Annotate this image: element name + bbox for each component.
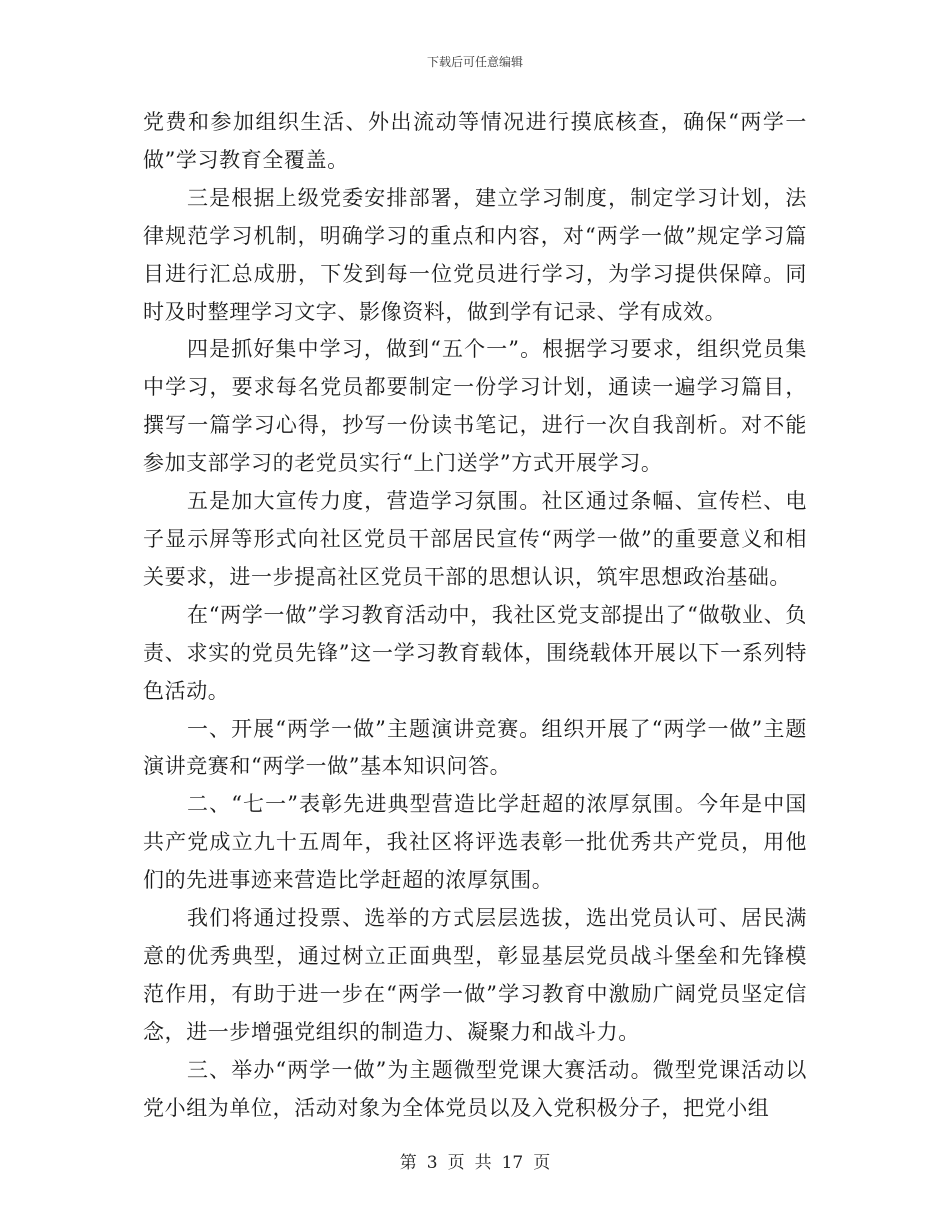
page-header-note: 下载后可任意编辑	[426, 55, 523, 69]
footer-total-word: 共	[474, 1153, 492, 1173]
paragraph-7: 二、“七一”表彰先进典型营造比学赶超的浓厚氛围。今年是中国共产党成立九十五周年，我社区将评选表彰一批优秀共产党员，用他们的先进事迹来营造比学赶超的浓厚氛围。	[143, 792, 807, 893]
paragraph-5: 在“两学一做”学习教育活动中，我社区党支部提出了“做敬业、负责、求实的党员先锋”这一学习教育载体，围绕载体开展以下一系列特色活动。	[143, 602, 807, 703]
paragraph-9: 三、举办“两学一做”为主题微型党课大赛活动。微型党课活动以党小组为单位，活动对象为全体党员以及入党积极分子，把党小组	[143, 1057, 807, 1120]
paragraph-8: 我们将通过投票、选举的方式层层选拔，选出党员认可、居民满意的优秀典型，通过树立正面典型，彰显基层党员战斗堡垒和先锋模范作用，有助于进一步在“两学一做”学习教育中激励广阔党员坚定信念，进一步增强党组织的制造力、凝聚力和战斗力。	[143, 906, 807, 1044]
footer-prefix: 第	[399, 1153, 417, 1173]
paragraph-3: 四是抓好集中学习，做到“五个一”。根据学习要求，组织党员集中学习，要求每名党员都要制定一份学习计划，通读一遍学习篇目，撰写一篇学习心得，抄写一份读书笔记，进行一次自我剖析。对不能参加支部学习的老党员实行“上门送学”方式开展学习。	[143, 337, 807, 476]
paragraph-2: 三是根据上级党委安排部署，建立学习制度，制定学习计划，法律规范学习机制，明确学习的重点和内容，对“两学一做”规定学习篇目进行汇总成册，下发到每一位党员进行学习，为学习提供保障。同时及时整理学习文字、影像资料，做到学有记录、学有成效。	[143, 185, 807, 324]
footer-current-page: 3	[426, 1153, 438, 1173]
footer-total-pages: 17	[501, 1153, 524, 1173]
paragraph-6: 一、开展“两学一做”主题演讲竞赛。组织开展了“两学一做”主题演讲竞赛和“两学一做”基本知识问答。	[143, 716, 807, 779]
paragraph-4: 五是加大宣传力度，营造学习氛围。社区通过条幅、宣传栏、电子显示屏等形式向社区党员干部居民宣传“两学一做”的重要意义和相关要求，进一步提高社区党员干部的思想认识，筑牢思想政治基础。	[143, 489, 807, 589]
document-body	[143, 104, 807, 1127]
page-number-footer	[0, 1152, 950, 1174]
footer-suffix: 页	[533, 1153, 551, 1173]
footer-page-word: 页	[447, 1153, 465, 1173]
paragraph-1: 党费和参加组织生活、外出流动等情况进行摸底核查，确保“两学一做”学习教育全覆盖。	[143, 110, 807, 172]
